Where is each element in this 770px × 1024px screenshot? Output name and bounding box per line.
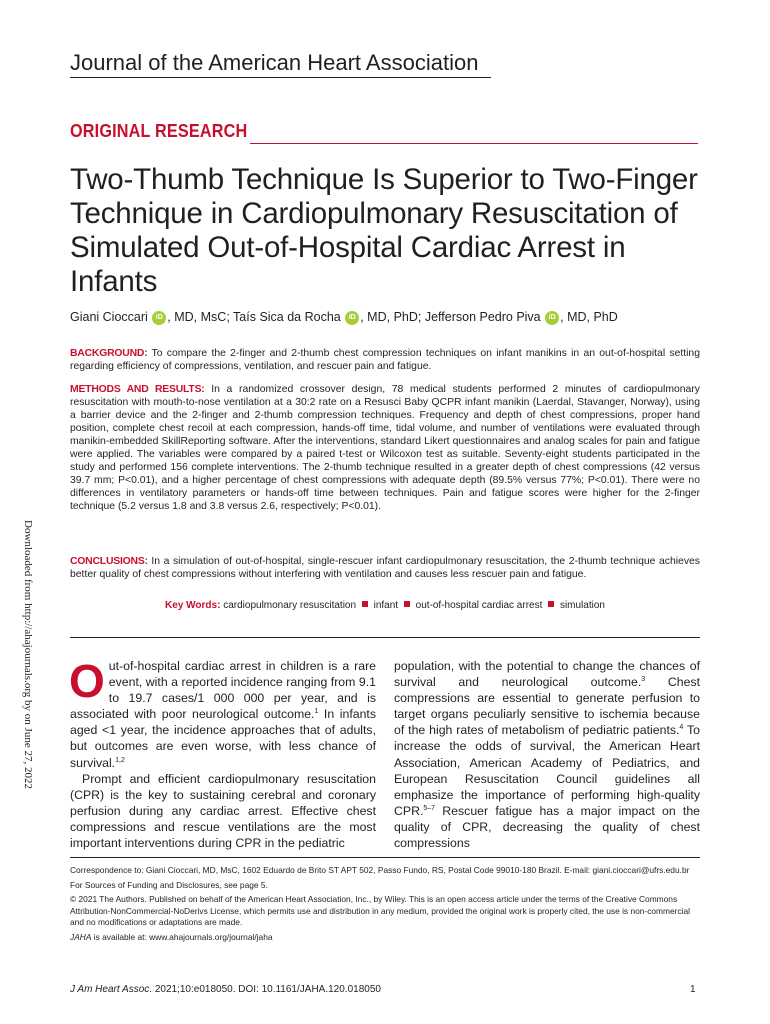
body-text: In infants aged <1 year, the incidence approaches that of adults, but outcomes are even worse, with less chance of survival. bbox=[70, 707, 376, 770]
orcid-icon[interactable]: iD bbox=[152, 311, 166, 325]
dropcap: O bbox=[69, 655, 105, 707]
author-name: Taís Sica da Rocha bbox=[233, 310, 341, 324]
availability-note bbox=[70, 932, 700, 944]
reference[interactable]: 1,2 bbox=[115, 756, 125, 764]
section-rule bbox=[250, 143, 698, 144]
availability-text: is available at: www.ahajournals.org/journal/jaha bbox=[91, 931, 273, 942]
funding-note: For Sources of Funding and Disclosures, see page 5. bbox=[70, 879, 268, 890]
keyword-separator-icon bbox=[548, 601, 554, 607]
reference[interactable]: 5–7 bbox=[423, 804, 436, 812]
author-degrees: , MD, PhD; bbox=[360, 310, 425, 324]
author-name: Giani Cioccari bbox=[70, 310, 148, 324]
author-list bbox=[70, 310, 618, 325]
footnote-divider bbox=[70, 857, 700, 858]
abstract-methods-label: METHODS AND RESULTS: bbox=[70, 384, 205, 395]
abstract-conclusions-label: CONCLUSIONS: bbox=[70, 556, 148, 567]
body-paragraph: Prompt and efficient cardiopulmonary resuscitation (CPR) is the key to sustaining cerebral and coronary perfusion during any cardiac arrest. Effective chest compressions and rescue ventilations are the most important interventions during CPR in the pediatric bbox=[70, 771, 376, 851]
keywords bbox=[70, 600, 700, 611]
abstract-background bbox=[70, 347, 700, 373]
journal-name: Journal of the American Heart Association bbox=[70, 50, 479, 75]
abstract-divider bbox=[70, 637, 700, 638]
abstract-background-label: BACKGROUND: bbox=[70, 348, 148, 359]
jaha-label: JAHA bbox=[70, 931, 92, 942]
abstract-conclusions bbox=[70, 555, 700, 581]
page-number: 1 bbox=[690, 984, 696, 995]
body-paragraph bbox=[394, 658, 700, 851]
keywords-label: Key Words: bbox=[165, 600, 221, 611]
orcid-icon[interactable]: iD bbox=[345, 311, 359, 325]
copyright-note: © 2021 The Authors. Published on behalf of the American Heart Association, Inc., by Wiley. This is an open access article under the terms of the Creative Commons Attribution-NonCommercial-NoDerivs License, which permits use and distribution in any medium, provided the original work is properly cited, the use is non-commercial and no modifications or adaptations are made. bbox=[70, 894, 691, 928]
journal-name-underline bbox=[70, 77, 491, 78]
reference[interactable]: 1 bbox=[314, 708, 319, 716]
abstract-methods-text: In a randomized crossover design, 78 medical students performed 2 minutes of cardiopulmonary resuscitation with mouth-to-nose ventilation at a 30:2 rate on a Resusci Baby QCPR infant manikin (Laerdal, Stavanger, Norway), using a barrier device and the 2-finger and 2-thumb compression techniques. Frequency and depth of chest compressions, proper hand position, complete chest recoil at each compression, hands-off time, tidal volume, and number of ventilations were evaluated through manikin-embedded SkillReporting software. After the interventions, standard Likert questionnaires and analog scales for pain and fatigue were applied. The variables were compared by a paired t-test or Wilcoxon test as suitable. Seventy-eight students participated in the study and performed 156 complete interventions. The 2-thumb technique resulted in a greater depth of chest compressions (42 versus 39.7 mm; P<0.01), and a higher percentage of chest compressions with adequate depth (89.5% versus 77%; P<0.01). There were no differences in ventilatory parameters or hands-off time between techniques. Pain and fatigue scores were higher for the 2-finger technique (5.2 versus 1.8 and 3.8 versus 2.6, respectively; P<0.01). bbox=[70, 384, 700, 512]
body-text: ut-of-hospital cardiac arrest in children is a rare event, with a reported incidence ranging from 9.1 to 19.7 cases/1 000 000 per year, and is associated with poor neurological outcome. bbox=[70, 659, 376, 722]
citation-details: . 2021;10:e018050. DOI: 10.1161/JAHA.120.018050 bbox=[149, 984, 381, 995]
citation-journal: J Am Heart Assoc bbox=[70, 984, 150, 995]
body-text: Rescuer fatigue has a major impact on the quality of CPR, decreasing the quality of chest compressions bbox=[394, 803, 700, 851]
keyword[interactable]: cardiopulmonary resuscitation bbox=[223, 600, 357, 611]
author-degrees: , MD, PhD bbox=[560, 310, 618, 324]
keyword[interactable]: infant bbox=[373, 600, 399, 611]
keyword-separator-icon bbox=[404, 601, 410, 607]
author-name: Jefferson Pedro Piva bbox=[424, 310, 541, 324]
abstract-background-text: To compare the 2-finger and 2-thumb chest compression techniques on infant manikins in an out-of-hospital setting regarding efficiency of compressions, ventilation, and rescuer pain and fatigue. bbox=[70, 348, 700, 372]
body-paragraph bbox=[69, 655, 376, 771]
reference[interactable]: 3 bbox=[641, 676, 646, 683]
abstract-methods-results bbox=[70, 383, 700, 513]
correspondence-note: Correspondence to: Giani Cioccari, MD, MsC, 1602 Eduardo de Brito ST APT 502, Passo Fundo, RS, Postal Code 99010-180 Brazil. E-mail: giani.cioccari@ufrs.edu.br bbox=[70, 865, 690, 875]
keyword[interactable]: out-of-hospital cardiac arrest bbox=[415, 600, 543, 611]
orcid-icon[interactable]: iD bbox=[545, 311, 559, 325]
article-title: Two-Thumb Technique Is Superior to Two-Finger Technique in Cardiopulmonary Resuscitation of Simulated Out-of-Hospital Cardiac Arrest in Infants bbox=[70, 163, 698, 298]
body-column-left bbox=[69, 655, 376, 851]
body-text: population, with the potential to change the chances of survival and neurological outcome. bbox=[394, 659, 700, 690]
download-watermark: Downloaded from http://ahajournals.org by on June 27, 2022 bbox=[22, 520, 34, 789]
body-column-right bbox=[394, 658, 700, 851]
author-degrees: , MD, MsC; bbox=[167, 310, 234, 324]
citation-line bbox=[70, 984, 381, 995]
body-text: Chest compressions are essential to generate perfusion to target organs peculiarly sensitive to ischemia because of the high rates of metabolism of pediatric patients. bbox=[394, 675, 700, 738]
abstract-conclusions-text: In a simulation of out-of-hospital, single-rescuer infant cardiopulmonary resuscitation, the 2-thumb technique achieves better quality of chest compressions without interfering with ventilation and causes less rescuer pain and fatigue. bbox=[70, 556, 700, 580]
body-text: To increase the odds of survival, the American Heart Association, American Academy of Pediatrics, and European Resuscitation Council guidelines all emphasize the importance of performing high-quality CPR. bbox=[394, 723, 700, 818]
keyword[interactable]: simulation bbox=[559, 600, 605, 611]
keyword-separator-icon bbox=[362, 601, 368, 607]
section-label: ORIGINAL RESEARCH bbox=[70, 121, 248, 141]
reference[interactable]: 4 bbox=[679, 724, 684, 732]
footnotes bbox=[70, 865, 700, 947]
